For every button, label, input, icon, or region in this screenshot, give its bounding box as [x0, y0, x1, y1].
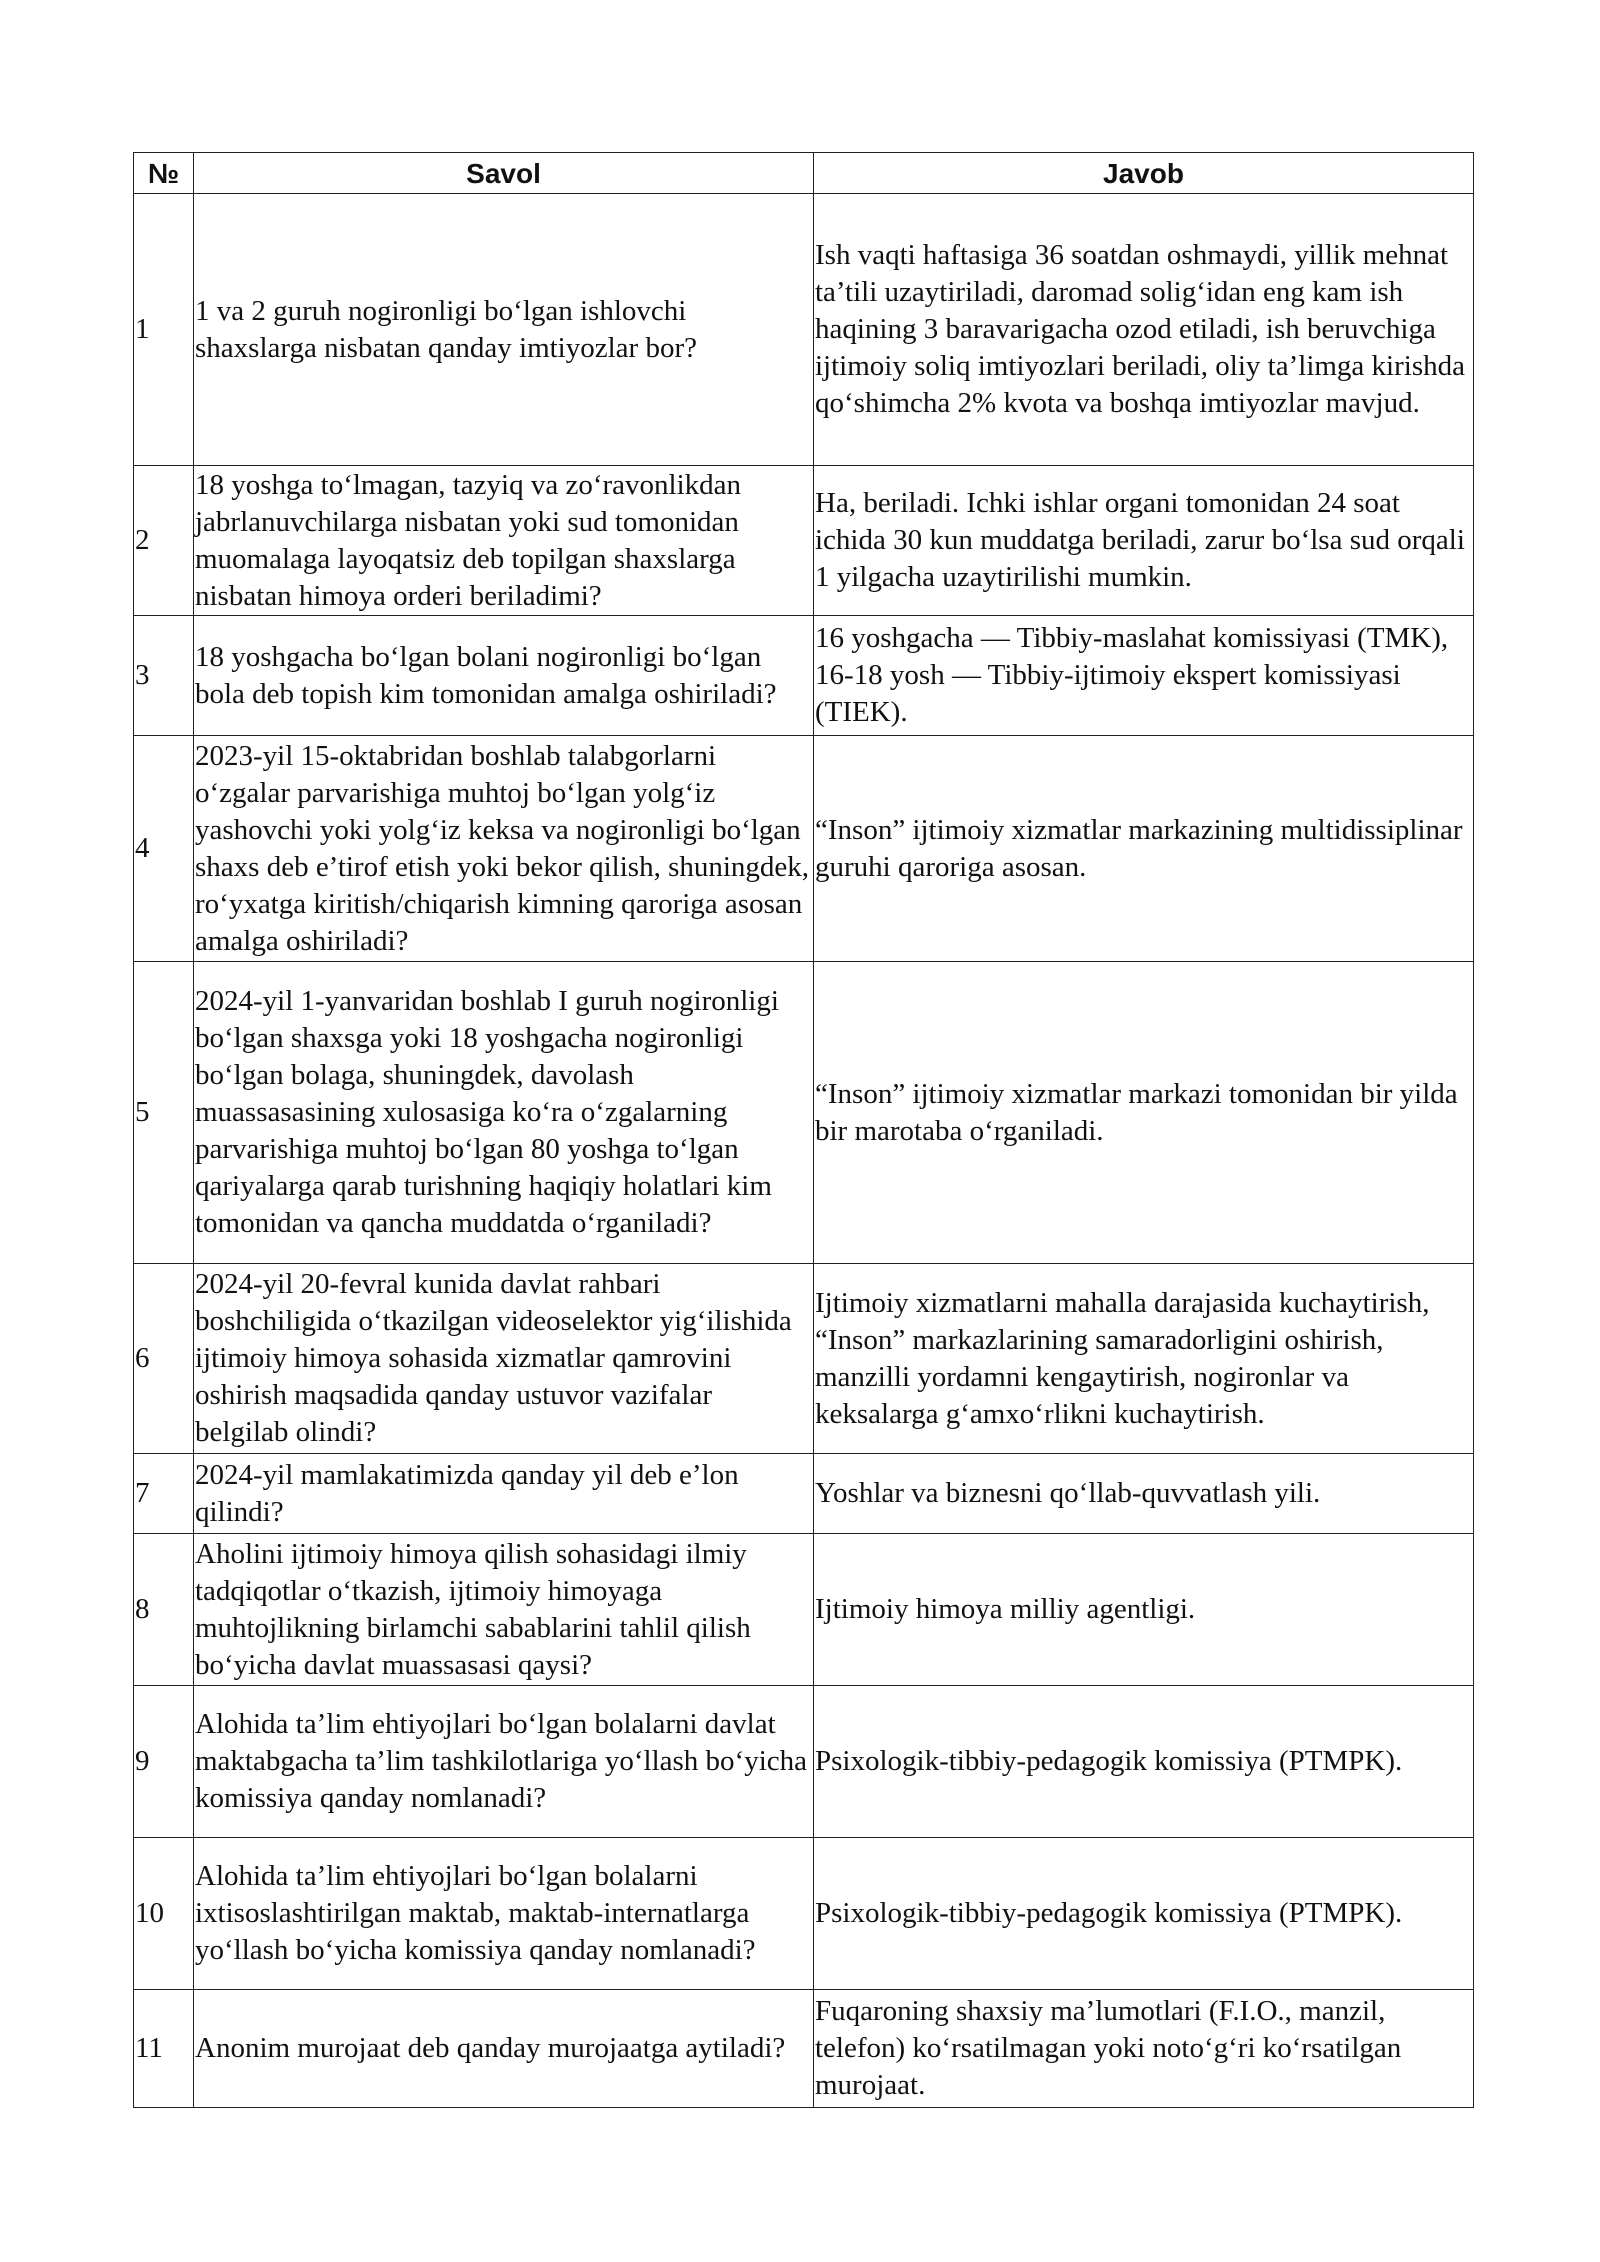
qa-table [133, 152, 1474, 2108]
question-cell: 2023-yil 15-oktabridan boshlab talabgorlarni o‘zgalar parvarishiga muhtoj bo‘lgan yolg‘iz yashovchi yoki yolg‘iz keksa va nogironligi bo‘lgan shaxs deb e’tirof etish yoki bekor qilish, shuningdek, ro‘yxatga kiritish/chiqarish kimning qaroriga asosan amalga oshiriladi? [194, 736, 814, 962]
table-row [134, 736, 1474, 962]
table-row [134, 1686, 1474, 1838]
row-number: 1 [134, 194, 194, 466]
question-cell: 18 yoshgacha bo‘lgan bolani nogironligi bo‘lgan bola deb topish kim tomonidan amalga oshiriladi? [194, 616, 814, 736]
row-number: 8 [134, 1534, 194, 1686]
answer-cell: Ijtimoiy himoya milliy agentligi. [814, 1534, 1474, 1686]
row-number: 7 [134, 1454, 194, 1534]
table-row [134, 1838, 1474, 1990]
question-cell: 2024-yil mamlakatimizda qanday yil deb e’lon qilindi? [194, 1454, 814, 1534]
answer-cell: 16 yoshgacha — Tibbiy-maslahat komissiyasi (TMK), 16-18 yosh — Tibbiy-ijtimoiy ekspert komissiyasi (TIEK). [814, 616, 1474, 736]
question-cell: Alohida ta’lim ehtiyojlari bo‘lgan bolalarni davlat maktabgacha ta’lim tashkilotlariga yo‘llash bo‘yicha komissiya qanday nomlanadi? [194, 1686, 814, 1838]
qa-body [134, 194, 1474, 2108]
answer-cell: Ijtimoiy xizmatlarni mahalla darajasida kuchaytirish, “Inson” markazlarining samaradorligini oshirish, manzilli yordamni kengaytirish, nogironlar va keksalarga g‘amxo‘rlikni kuchaytirish. [814, 1264, 1474, 1454]
answer-cell: Fuqaroning shaxsiy ma’lumotlari (F.I.O., manzil, telefon) ko‘rsatilmagan yoki noto‘g‘ri ko‘rsatilgan murojaat. [814, 1990, 1474, 2108]
answer-cell: Ha, beriladi. Ichki ishlar organi tomonidan 24 soat ichida 30 kun muddatga beriladi, zarur bo‘lsa sud orqali 1 yilgacha uzaytirilishi mumkin. [814, 466, 1474, 616]
header-row [134, 153, 1474, 194]
question-cell: Aholini ijtimoiy himoya qilish sohasidagi ilmiy tadqiqotlar o‘tkazish, ijtimoiy himoyaga muhtojlikning birlamchi sabablarini tahlil qilish bo‘yicha davlat muassasasi qaysi? [194, 1534, 814, 1686]
table-row [134, 616, 1474, 736]
row-number: 6 [134, 1264, 194, 1454]
answer-cell: Psixologik-tibbiy-pedagogik komissiya (PTMPK). [814, 1686, 1474, 1838]
question-cell: Anonim murojaat deb qanday murojaatga aytiladi? [194, 1990, 814, 2108]
answer-cell: Psixologik-tibbiy-pedagogik komissiya (PTMPK). [814, 1838, 1474, 1990]
question-cell: 2024-yil 1-yanvaridan boshlab I guruh nogironligi bo‘lgan shaxsga yoki 18 yoshgacha nogironligi bo‘lgan bolaga, shuningdek, davolash muassasasining xulosasiga ko‘ra o‘zgalarning parvarishiga muhtoj bo‘lgan 80 yoshga to‘lgan qariyalarga qarab turishning haqiqiy holatlari kim tomonidan va qancha muddatda o‘rganiladi? [194, 962, 814, 1264]
table-row [134, 1454, 1474, 1534]
table-row [134, 1990, 1474, 2108]
table-row [134, 1264, 1474, 1454]
row-number: 3 [134, 616, 194, 736]
answer-cell: Yoshlar va biznesni qo‘llab-quvvatlash yili. [814, 1454, 1474, 1534]
answer-cell: “Inson” ijtimoiy xizmatlar markazi tomonidan bir yilda bir marotaba o‘rganiladi. [814, 962, 1474, 1264]
answer-cell: Ish vaqti haftasiga 36 soatdan oshmaydi, yillik mehnat ta’tili uzaytiriladi, daromad solig‘idan eng kam ish haqining 3 baravarigacha ozod etiladi, ish beruvchiga ijtimoiy soliq imtiyozlari beriladi, oliy ta’limga kirishda qo‘shimcha 2% kvota va boshqa imtiyozlar mavjud. [814, 194, 1474, 466]
table-row [134, 962, 1474, 1264]
row-number: 4 [134, 736, 194, 962]
question-header: Savol [194, 153, 814, 194]
answer-cell: “Inson” ijtimoiy xizmatlar markazining multidissiplinar guruhi qaroriga asosan. [814, 736, 1474, 962]
answer-header: Javob [814, 153, 1474, 194]
table-row [134, 1534, 1474, 1686]
question-cell: 18 yoshga to‘lmagan, tazyiq va zo‘ravonlikdan jabrlanuvchilarga nisbatan yoki sud tomonidan muomalaga layoqatsiz deb topilgan shaxslarga nisbatan himoya orderi beriladimi? [194, 466, 814, 616]
number-header: № [134, 153, 194, 194]
question-cell: Alohida ta’lim ehtiyojlari bo‘lgan bolalarni ixtisoslashtirilgan maktab, maktab-internatlarga yo‘llash bo‘yicha komissiya qanday nomlanadi? [194, 1838, 814, 1990]
row-number: 2 [134, 466, 194, 616]
table-row [134, 466, 1474, 616]
row-number: 9 [134, 1686, 194, 1838]
table-row [134, 194, 1474, 466]
question-cell: 1 va 2 guruh nogironligi bo‘lgan ishlovchi shaxslarga nisbatan qanday imtiyozlar bor? [194, 194, 814, 466]
row-number: 5 [134, 962, 194, 1264]
question-cell: 2024-yil 20-fevral kunida davlat rahbari boshchiligida o‘tkazilgan videoselektor yig‘ilishida ijtimoiy himoya sohasida xizmatlar qamrovini oshirish maqsadida qanday ustuvor vazifalar belgilab olindi? [194, 1264, 814, 1454]
row-number: 11 [134, 1990, 194, 2108]
row-number: 10 [134, 1838, 194, 1990]
